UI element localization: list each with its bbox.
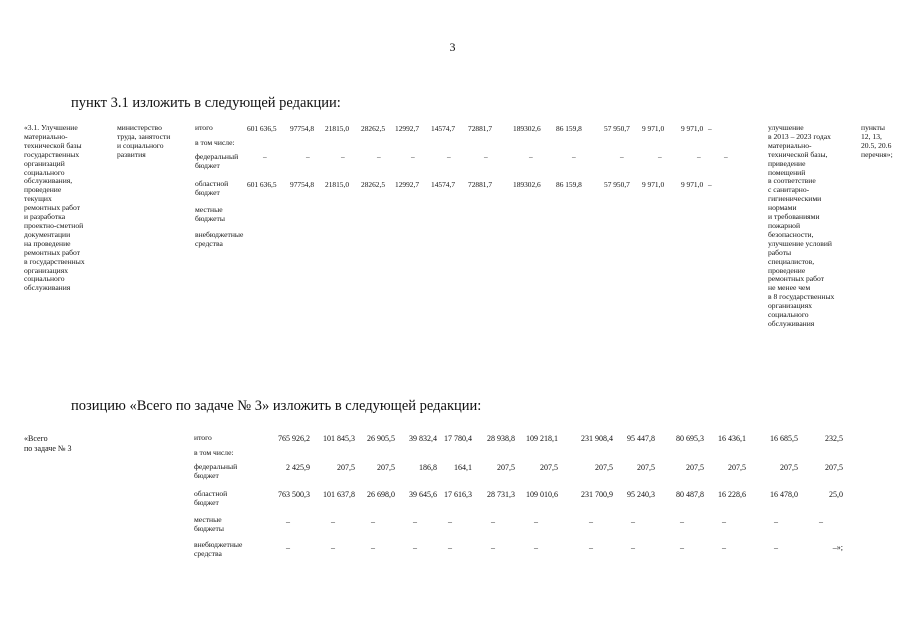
- value-cell: 207,5: [825, 463, 843, 472]
- name-line: технической базы: [24, 140, 82, 150]
- result-line: организациях: [768, 301, 812, 311]
- result-line: приведение: [768, 158, 806, 168]
- value-cell: –: [448, 543, 452, 552]
- value-cell: 57 950,7: [604, 180, 630, 189]
- value-cell: –: [411, 152, 415, 161]
- value-cell: –: [263, 152, 267, 161]
- funding-type: [195, 206, 225, 224]
- funding-type: [194, 463, 237, 481]
- value-cell: –: [371, 517, 375, 526]
- value-cell: –: [484, 152, 488, 161]
- value-cell: –: [819, 517, 823, 526]
- name-line: в государственных: [24, 256, 85, 266]
- result-line: улучшение: [768, 123, 804, 132]
- funding-type: [194, 516, 224, 534]
- funding-type-line: местные: [194, 515, 222, 524]
- value-cell: 28 731,3: [487, 490, 515, 499]
- value-cell: 95 240,3: [627, 490, 655, 499]
- value-cell: 12992,7: [395, 180, 420, 189]
- label-line: по задаче № 3: [24, 444, 72, 453]
- funding-type-line: бюджет: [195, 160, 220, 170]
- value-cell: 765 926,2: [278, 434, 310, 443]
- value-cell: 232,5: [825, 434, 843, 443]
- result-line: ремонтных работ: [768, 274, 825, 284]
- points-line: пункты: [861, 123, 885, 132]
- value-cell: 72881,7: [468, 124, 493, 133]
- funding-type: [195, 153, 238, 171]
- value-cell: 12992,7: [395, 124, 420, 133]
- funding-type-line: бюджет: [195, 187, 220, 197]
- result-line: помещений: [768, 167, 806, 177]
- funding-type-line: бюджет: [194, 470, 219, 480]
- value-cell: –: [658, 152, 662, 161]
- value-cell: –: [680, 517, 684, 526]
- funding-type-line: областной: [195, 179, 229, 188]
- name-line: организаций: [24, 158, 65, 168]
- value-cell: 57 950,7: [604, 124, 630, 133]
- value-cell: 16 436,1: [718, 434, 746, 443]
- value-cell: 21815,0: [325, 124, 350, 133]
- value-cell: –: [447, 152, 451, 161]
- t1-name-cell: [24, 124, 85, 293]
- value-cell: 26 905,5: [367, 434, 395, 443]
- value-cell: 25,0: [829, 490, 843, 499]
- result-line: социального: [768, 310, 809, 320]
- value-cell: 97754,8: [290, 180, 315, 189]
- value-cell: –: [286, 543, 290, 552]
- executor-line: министерство: [117, 123, 162, 132]
- value-cell: 95 447,8: [627, 434, 655, 443]
- funding-type: [195, 124, 213, 133]
- value-cell: 109 010,6: [526, 490, 558, 499]
- executor-line: труда, занятости: [117, 131, 171, 141]
- value-cell: –: [371, 543, 375, 552]
- funding-type: [194, 541, 242, 559]
- value-cell: 17 616,3: [444, 490, 472, 499]
- value-cell: –: [774, 543, 778, 552]
- value-cell: 109 218,1: [526, 434, 558, 443]
- funding-type-line: федеральный: [194, 462, 238, 471]
- value-cell: 9 971,0: [681, 124, 704, 133]
- funding-type-line: внебюджетные: [195, 230, 244, 239]
- value-cell: –: [708, 124, 712, 133]
- value-cell: 601 636,5: [247, 124, 277, 133]
- value-cell: 207,5: [728, 463, 746, 472]
- name-line: государственных: [24, 149, 80, 159]
- value-cell: 207,5: [337, 463, 355, 472]
- value-cell: 86 159,8: [556, 124, 582, 133]
- value-cell: 86 159,8: [556, 180, 582, 189]
- value-cell: 72881,7: [468, 180, 493, 189]
- value-cell: 207,5: [637, 463, 655, 472]
- value-cell: 16 228,6: [718, 490, 746, 499]
- name-line: проектно-сметной: [24, 220, 84, 230]
- value-cell: 17 780,4: [444, 434, 472, 443]
- value-cell: –: [697, 152, 701, 161]
- value-cell: 101 845,3: [323, 434, 355, 443]
- funding-type: [195, 139, 235, 148]
- name-line: на проведение: [24, 238, 71, 248]
- value-cell: –: [413, 517, 417, 526]
- name-line: ремонтных работ: [24, 247, 81, 257]
- value-cell: 207,5: [540, 463, 558, 472]
- name-line: ремонтных работ: [24, 203, 81, 213]
- value-cell: 28 938,8: [487, 434, 515, 443]
- funding-type-line: в том числе:: [194, 448, 234, 457]
- executor-line: развития: [117, 149, 146, 159]
- value-cell: –: [724, 152, 728, 161]
- value-cell: 186,8: [419, 463, 437, 472]
- value-cell: 16 685,5: [770, 434, 798, 443]
- value-cell: 189302,6: [513, 124, 541, 133]
- funding-type-line: итого: [195, 123, 213, 132]
- t1-result-cell: [768, 124, 834, 329]
- value-cell: 39 645,6: [409, 490, 437, 499]
- funding-type-line: местные: [195, 205, 223, 214]
- value-cell: –: [774, 517, 778, 526]
- value-cell: –: [529, 152, 533, 161]
- result-line: технической базы,: [768, 149, 828, 159]
- value-cell: 9 971,0: [642, 180, 665, 189]
- page-number: 3: [449, 40, 456, 54]
- funding-type-line: областной: [194, 489, 228, 498]
- value-cell: –: [631, 543, 635, 552]
- value-cell: 97754,8: [290, 124, 315, 133]
- result-line: с санитарно-: [768, 185, 810, 195]
- t2-label-cell: [24, 434, 72, 454]
- name-line: обслуживания: [24, 283, 71, 293]
- value-cell: –»;: [832, 543, 843, 552]
- name-line: материально-: [24, 131, 68, 141]
- value-cell: 601 636,5: [247, 180, 277, 189]
- funding-type: [194, 434, 212, 443]
- value-cell: 9 971,0: [681, 180, 704, 189]
- value-cell: –: [534, 517, 538, 526]
- funding-type: [195, 231, 243, 249]
- value-cell: –: [572, 152, 576, 161]
- points-line: 20.5, 20.6: [861, 140, 892, 150]
- name-line: организациях: [24, 265, 68, 275]
- funding-type-line: бюджеты: [195, 213, 225, 223]
- name-line: текущих: [24, 194, 52, 204]
- value-cell: 231 700,9: [581, 490, 613, 499]
- value-cell: –: [413, 543, 417, 552]
- heading-total-task-3: позицию «Всего по задаче № 3» изложить в следующей редакции:: [71, 398, 482, 414]
- result-line: безопасности,: [768, 229, 814, 239]
- funding-type-line: бюджеты: [194, 523, 224, 533]
- funding-type: [195, 180, 228, 198]
- value-cell: 26 698,0: [367, 490, 395, 499]
- result-line: проведение: [768, 265, 806, 275]
- funding-type-line: итого: [194, 433, 212, 442]
- value-cell: 164,1: [454, 463, 472, 472]
- value-cell: 189302,6: [513, 180, 541, 189]
- result-line: обслуживания: [768, 318, 815, 328]
- result-line: специалистов,: [768, 256, 815, 266]
- result-line: в 8 государственных: [768, 292, 835, 302]
- value-cell: –: [448, 517, 452, 526]
- value-cell: 16 478,0: [770, 490, 798, 499]
- funding-type: [194, 490, 227, 508]
- value-cell: –: [589, 543, 593, 552]
- name-line: обслуживания,: [24, 176, 73, 186]
- value-cell: 231 908,4: [581, 434, 613, 443]
- name-line: документации: [24, 229, 71, 239]
- value-cell: 28262,5: [361, 180, 386, 189]
- funding-type-line: средства: [195, 238, 223, 248]
- funding-type-line: в том числе:: [195, 138, 235, 147]
- value-cell: 207,5: [686, 463, 704, 472]
- value-cell: 207,5: [595, 463, 613, 472]
- value-cell: –: [722, 517, 726, 526]
- funding-type-line: бюджет: [194, 497, 219, 507]
- result-line: пожарной: [768, 220, 801, 230]
- executor-line: и социального: [117, 140, 164, 150]
- name-line: социального: [24, 167, 65, 177]
- label-line: «Всего: [24, 434, 48, 443]
- value-cell: –: [491, 543, 495, 552]
- value-cell: –: [377, 152, 381, 161]
- value-cell: –: [620, 152, 624, 161]
- name-line: проведение: [24, 185, 62, 195]
- value-cell: –: [341, 152, 345, 161]
- t1-points-cell: [861, 124, 893, 160]
- value-cell: 21815,0: [325, 180, 350, 189]
- result-line: материально-: [768, 140, 812, 150]
- result-line: в соответствие: [768, 176, 816, 186]
- value-cell: 207,5: [780, 463, 798, 472]
- value-cell: –: [589, 517, 593, 526]
- value-cell: 2 425,9: [286, 463, 310, 472]
- result-line: улучшение условий: [768, 238, 832, 248]
- value-cell: –: [631, 517, 635, 526]
- value-cell: –: [534, 543, 538, 552]
- result-line: гигиеническими: [768, 194, 822, 204]
- points-line: 12, 13,: [861, 131, 882, 141]
- value-cell: –: [286, 517, 290, 526]
- value-cell: 207,5: [377, 463, 395, 472]
- value-cell: 28262,5: [361, 124, 386, 133]
- funding-type-line: средства: [194, 548, 222, 558]
- points-line: перечня»;: [861, 149, 893, 159]
- value-cell: –: [722, 543, 726, 552]
- value-cell: 80 487,8: [676, 490, 704, 499]
- result-line: в 2013 – 2023 годах: [768, 131, 831, 141]
- result-line: работы: [768, 247, 792, 257]
- result-line: и требованиями: [768, 212, 820, 222]
- value-cell: 39 832,4: [409, 434, 437, 443]
- name-line: социального: [24, 274, 65, 284]
- value-cell: –: [331, 543, 335, 552]
- result-line: нормами: [768, 203, 797, 213]
- value-cell: 101 637,8: [323, 490, 355, 499]
- value-cell: –: [708, 180, 712, 189]
- value-cell: –: [491, 517, 495, 526]
- value-cell: 14574,7: [431, 180, 456, 189]
- value-cell: –: [680, 543, 684, 552]
- value-cell: 14574,7: [431, 124, 456, 133]
- value-cell: 9 971,0: [642, 124, 665, 133]
- name-line: «3.1. Улучшение: [24, 123, 78, 132]
- result-line: не менее чем: [768, 283, 811, 293]
- funding-type: [194, 449, 234, 458]
- heading-point-3-1: пункт 3.1 изложить в следующей редакции:: [71, 95, 341, 111]
- value-cell: 763 500,3: [278, 490, 310, 499]
- value-cell: –: [331, 517, 335, 526]
- funding-type-line: федеральный: [195, 152, 239, 161]
- funding-type-line: внебюджетные: [194, 540, 243, 549]
- value-cell: 207,5: [497, 463, 515, 472]
- name-line: и разработка: [24, 212, 66, 222]
- t1-executor-cell: [117, 124, 170, 160]
- value-cell: –: [306, 152, 310, 161]
- value-cell: 80 695,3: [676, 434, 704, 443]
